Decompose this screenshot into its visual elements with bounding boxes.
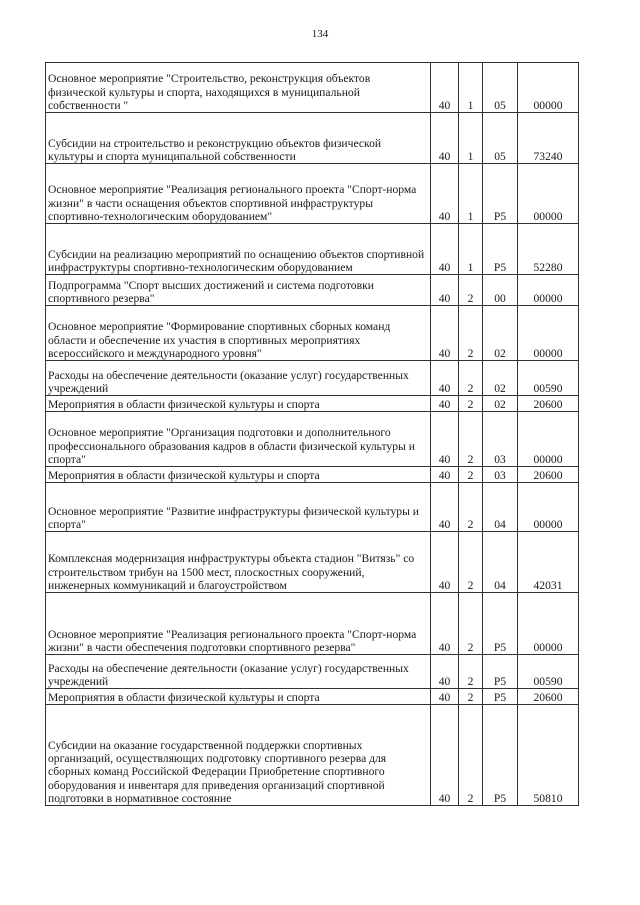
row-subsection-cell: 2 <box>459 306 483 361</box>
row-name-cell: Основное мероприятие "Реализация регионального проекта "Спорт-норма жизни" в части обеспечения подготовки спортивного резерва" <box>46 593 431 655</box>
table-row <box>46 705 579 806</box>
row-item-code-cell: 20600 <box>518 396 579 412</box>
row-name-cell: Основное мероприятие "Строительство, реконструкция объектов физической культуры и спорта, находящихся в муниципальной собственности " <box>46 63 431 113</box>
row-section-cell: 40 <box>431 164 459 224</box>
row-subsection-cell: 2 <box>459 483 483 532</box>
row-subsection-cell: 1 <box>459 63 483 113</box>
row-subsection-cell: 1 <box>459 224 483 275</box>
table-row <box>46 396 579 412</box>
row-item-code-cell: 50810 <box>518 705 579 806</box>
row-section-cell: 40 <box>431 113 459 164</box>
row-section-cell: 40 <box>431 483 459 532</box>
row-item-code-cell: 00000 <box>518 63 579 113</box>
row-name-cell: Субсидии на реализацию мероприятий по оснащению объектов спортивной инфраструктуры спортивно-технологическим оборудованием <box>46 224 431 275</box>
row-subsection-cell: 2 <box>459 705 483 806</box>
table-row <box>46 655 579 689</box>
row-section-cell: 40 <box>431 396 459 412</box>
table-row <box>46 412 579 467</box>
row-name-cell: Мероприятия в области физической культуры и спорта <box>46 467 431 483</box>
row-item-code-cell: 00590 <box>518 361 579 396</box>
row-program-cell: P5 <box>483 593 518 655</box>
row-program-cell: 04 <box>483 483 518 532</box>
table-row <box>46 361 579 396</box>
row-program-cell: 00 <box>483 275 518 306</box>
table-row <box>46 532 579 593</box>
table-row <box>46 113 579 164</box>
row-item-code-cell: 00000 <box>518 164 579 224</box>
row-program-cell: 02 <box>483 306 518 361</box>
table-row <box>46 593 579 655</box>
table-row <box>46 483 579 532</box>
row-program-cell: P5 <box>483 689 518 705</box>
page-number: 134 <box>311 28 329 40</box>
table-row <box>46 689 579 705</box>
row-name-cell: Основное мероприятие "Развитие инфраструктуры физической культуры и спорта" <box>46 483 431 532</box>
row-section-cell: 40 <box>431 655 459 689</box>
row-name-cell: Расходы на обеспечение деятельности (оказание услуг) государственных учреждений <box>46 361 431 396</box>
row-program-cell: P5 <box>483 705 518 806</box>
row-item-code-cell: 00000 <box>518 412 579 467</box>
row-name-cell: Основное мероприятие "Организация подготовки и дополнительного профессионального образования кадров в области физической культуры и спорта" <box>46 412 431 467</box>
row-name-cell: Расходы на обеспечение деятельности (оказание услуг) государственных учреждений <box>46 655 431 689</box>
row-program-cell: P5 <box>483 164 518 224</box>
row-item-code-cell: 73240 <box>518 113 579 164</box>
row-name-cell: Подпрограмма "Спорт высших достижений и система подготовки спортивного резерва" <box>46 275 431 306</box>
row-item-code-cell: 20600 <box>518 467 579 483</box>
row-program-cell: P5 <box>483 655 518 689</box>
row-program-cell: 02 <box>483 361 518 396</box>
row-section-cell: 40 <box>431 412 459 467</box>
table-row <box>46 224 579 275</box>
table-row <box>46 306 579 361</box>
row-program-cell: 04 <box>483 532 518 593</box>
row-program-cell: 03 <box>483 412 518 467</box>
row-section-cell: 40 <box>431 224 459 275</box>
row-subsection-cell: 2 <box>459 532 483 593</box>
row-subsection-cell: 2 <box>459 361 483 396</box>
row-section-cell: 40 <box>431 275 459 306</box>
row-item-code-cell: 00000 <box>518 306 579 361</box>
row-subsection-cell: 1 <box>459 113 483 164</box>
row-name-cell: Субсидии на строительство и реконструкцию объектов физической культуры и спорта муниципальной собственности <box>46 113 431 164</box>
row-subsection-cell: 2 <box>459 412 483 467</box>
row-section-cell: 40 <box>431 467 459 483</box>
table-row <box>46 164 579 224</box>
row-subsection-cell: 2 <box>459 467 483 483</box>
row-name-cell: Мероприятия в области физической культуры и спорта <box>46 396 431 412</box>
row-section-cell: 40 <box>431 532 459 593</box>
row-name-cell: Основное мероприятие "Реализация регионального проекта "Спорт-норма жизни" в части оснащения объектов спортивной инфраструктуры спортивно-технологическим оборудованием" <box>46 164 431 224</box>
row-program-cell: 05 <box>483 63 518 113</box>
row-subsection-cell: 2 <box>459 275 483 306</box>
row-subsection-cell: 2 <box>459 689 483 705</box>
table-row <box>46 467 579 483</box>
row-section-cell: 40 <box>431 593 459 655</box>
row-item-code-cell: 00000 <box>518 275 579 306</box>
row-name-cell: Комплексная модернизация инфраструктуры объекта стадион "Витязь" со строительством трибун на 1500 мест, плоскостных сооружений, инженерных коммуникаций и благоустройством <box>46 532 431 593</box>
row-subsection-cell: 1 <box>459 164 483 224</box>
row-item-code-cell: 52280 <box>518 224 579 275</box>
table-row <box>46 63 579 113</box>
row-subsection-cell: 2 <box>459 396 483 412</box>
row-name-cell: Субсидии на оказание государственной поддержки спортивных организаций, осуществляющих подготовку спортивного резерва для сборных команд Российской Федерации Приобретение спортивного оборудования и инвентаря для приведения организаций спортивной подготовки в нормативное состояние <box>46 705 431 806</box>
row-section-cell: 40 <box>431 705 459 806</box>
row-item-code-cell: 20600 <box>518 689 579 705</box>
row-item-code-cell: 00590 <box>518 655 579 689</box>
budget-table <box>45 62 579 806</box>
row-program-cell: P5 <box>483 224 518 275</box>
table-body <box>46 63 579 806</box>
row-program-cell: 05 <box>483 113 518 164</box>
row-subsection-cell: 2 <box>459 655 483 689</box>
row-section-cell: 40 <box>431 689 459 705</box>
row-section-cell: 40 <box>431 63 459 113</box>
row-name-cell: Основное мероприятие "Формирование спортивных сборных команд области и обеспечение их участия в спортивных мероприятиях всероссийского и международного уровня" <box>46 306 431 361</box>
table-row <box>46 275 579 306</box>
row-item-code-cell: 42031 <box>518 532 579 593</box>
row-item-code-cell: 00000 <box>518 593 579 655</box>
row-program-cell: 03 <box>483 467 518 483</box>
row-section-cell: 40 <box>431 361 459 396</box>
row-program-cell: 02 <box>483 396 518 412</box>
row-item-code-cell: 00000 <box>518 483 579 532</box>
row-subsection-cell: 2 <box>459 593 483 655</box>
row-name-cell: Мероприятия в области физической культуры и спорта <box>46 689 431 705</box>
row-section-cell: 40 <box>431 306 459 361</box>
